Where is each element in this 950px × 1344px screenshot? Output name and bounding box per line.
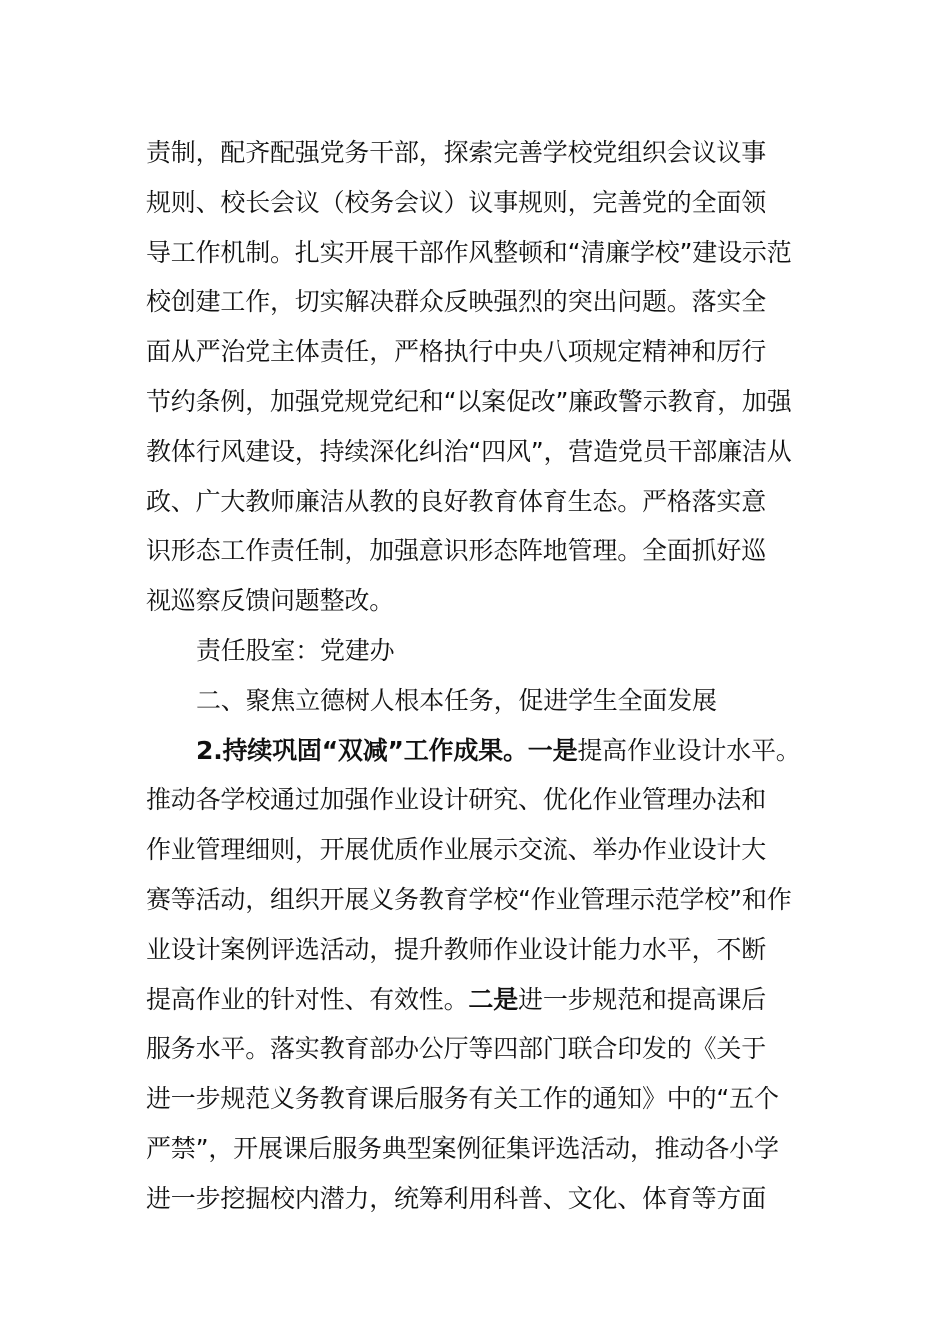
paragraph-line: 作业管理细则，开展优质作业展示交流、举办作业设计大 xyxy=(146,835,767,865)
paragraph-line: 进一步挖掘校内潜力，统筹利用科普、文化、体育等方面 xyxy=(146,1183,767,1213)
paragraph-line: 导工作机制。扎实开展干部作风整顿和“清廉学校”建设示范 xyxy=(146,237,792,267)
item-2-heading: 2.持续巩固“双减”工作成果。 xyxy=(196,735,528,765)
paragraph-line: 视巡察反馈问题整改。 xyxy=(146,586,395,616)
paragraph-line: 服务水平。落实教育部办公厅等四部门联合印发的《关于 xyxy=(146,1034,767,1064)
paragraph-line: 校创建工作，切实解决群众反映强烈的突出问题。落实全 xyxy=(146,287,767,317)
paragraph-line: 规则、校长会议（校务会议）议事规则，完善党的全面领 xyxy=(146,187,767,217)
line-before-marker: 提高作业的针对性、有效性。 xyxy=(146,984,469,1014)
paragraph-line: 赛等活动，组织开展义务教育学校“作业管理示范学校”和作 xyxy=(146,884,792,914)
second-marker: 二是 xyxy=(468,984,519,1014)
line-after-marker: 进一步规范和提高课后 xyxy=(518,984,767,1014)
paragraph-line: 推动各学校通过加强作业设计研究、优化作业管理办法和 xyxy=(146,785,767,815)
first-marker: 一是 xyxy=(527,735,578,765)
document-body xyxy=(146,128,816,1224)
section-heading: 二、聚焦立德树人根本任务，促进学生全面发展 xyxy=(196,685,717,715)
paragraph-line: 节约条例，加强党规党纪和“以案促改”廉政警示教育，加强 xyxy=(146,386,792,416)
marker-line xyxy=(146,975,816,1025)
paragraph-line: 责制，配齐配强党务干部，探索完善学校党组织会议议事 xyxy=(146,138,767,167)
item-2-first-line xyxy=(146,726,816,776)
paragraph-line: 面从严治党主体责任，严格执行中央八项规定精神和厉行 xyxy=(146,337,767,367)
paragraph-line: 业设计案例评选活动，提升教师作业设计能力水平，不断 xyxy=(146,934,767,964)
paragraph-line: 严禁”，开展课后服务典型案例征集评选活动，推动各小学 xyxy=(146,1133,779,1163)
paragraph-line: 政、广大教师廉洁从教的良好教育体育生态。严格落实意 xyxy=(146,486,767,516)
paragraph-line: 进一步规范义务教育课后服务有关工作的通知》中的“五个 xyxy=(146,1084,779,1114)
paragraph-line: 教体行风建设，持续深化纠治“四风”，营造党员干部廉洁从 xyxy=(146,436,792,466)
responsible-office: 责任股室：党建办 xyxy=(196,635,395,665)
first-line-rest: 提高作业设计水平。 xyxy=(577,735,801,765)
paragraph-line: 识形态工作责任制，加强意识形态阵地管理。全面抓好巡 xyxy=(146,536,767,566)
